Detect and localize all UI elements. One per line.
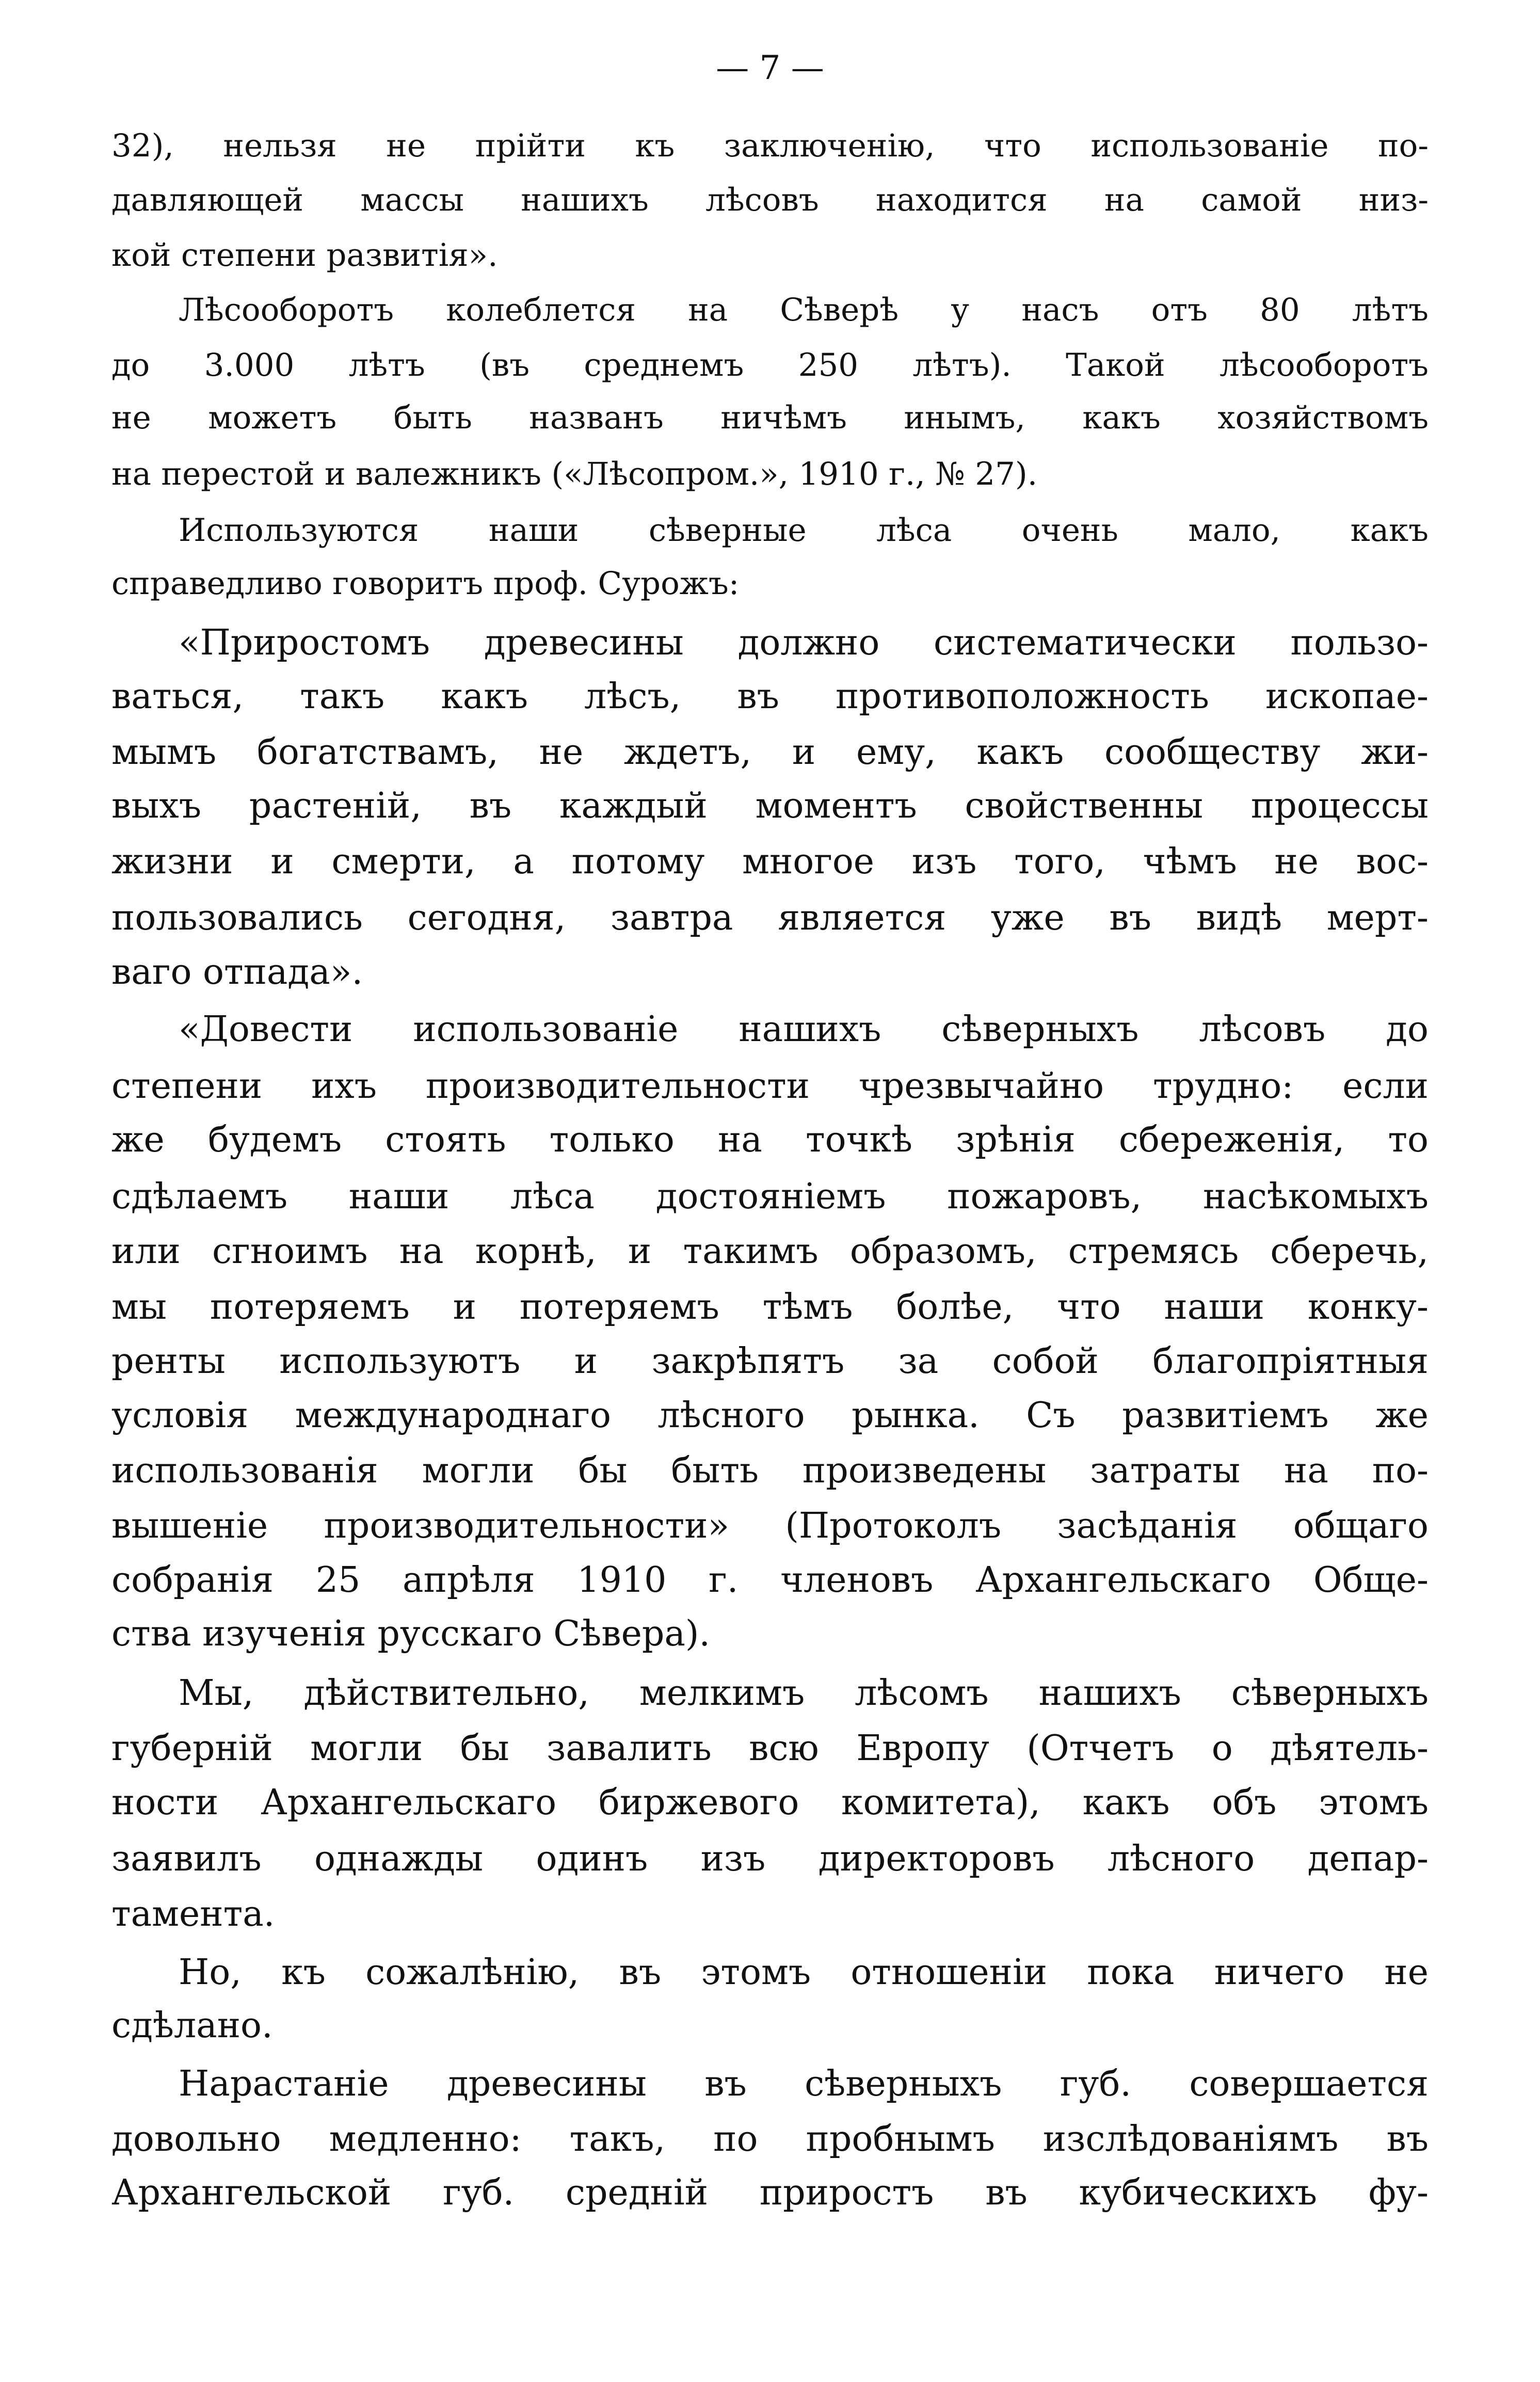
text-line: мымъ богатствамъ, не ждетъ, и ему, какъ сообществу жи- bbox=[111, 732, 1429, 773]
text-line: 32), нельзя не прійти къ заключенію, что использованіе по- bbox=[111, 127, 1429, 164]
text-line: вышеніе производительности» (Протоколъ засѣданія общаго bbox=[111, 1506, 1429, 1546]
text-line: справедливо говоритъ проф. Сурожъ: bbox=[111, 565, 740, 602]
text-line: кой степени развитія». bbox=[111, 237, 498, 274]
text-line: ваться, такъ какъ лѣсъ, въ противоположность ископае- bbox=[111, 676, 1429, 717]
text-line: сдѣлаемъ наши лѣса достояніемъ пожаровъ, насѣкомыхъ bbox=[111, 1176, 1429, 1217]
text-line: тамента. bbox=[111, 1894, 275, 1935]
text-line: губерній могли бы завалить всю Европу (Отчетъ о дѣятель- bbox=[111, 1728, 1429, 1769]
text-line: «Довести использованіе нашихъ сѣверныхъ лѣсовъ до bbox=[179, 1009, 1429, 1050]
text-line: же будемъ стоять только на точкѣ зрѣнія сбереженія, то bbox=[111, 1120, 1429, 1160]
text-line: не можетъ быть названъ ничѣмъ инымъ, какъ хозяйствомъ bbox=[111, 399, 1429, 436]
text-line: до 3.000 лѣтъ (въ среднемъ 250 лѣтъ). Такой лѣсооборотъ bbox=[111, 347, 1429, 383]
text-line: Мы, дѣйствительно, мелкимъ лѣсомъ нашихъ сѣверныхъ bbox=[179, 1673, 1429, 1714]
text-line: «Приростомъ древесины должно систематически пользо- bbox=[179, 622, 1429, 663]
text-line: Архангельской губ. средній приростъ въ кубическихъ фу- bbox=[111, 2172, 1429, 2213]
text-line: мы потеряемъ и потеряемъ тѣмъ болѣе, что наши конку- bbox=[111, 1287, 1429, 1328]
text-line: ренты используютъ и закрѣпятъ за собой благопріятныя bbox=[111, 1341, 1429, 1382]
text-line: ства изученія русскаго Сѣвера). bbox=[111, 1613, 711, 1654]
text-line: Нарастаніе древесины въ сѣверныхъ губ. совершается bbox=[179, 2064, 1429, 2104]
text-line: жизни и смерти, а потому многое изъ того, чѣмъ не вос- bbox=[111, 841, 1429, 882]
text-line: условія международнаго лѣсного рынка. Съ развитіемъ же bbox=[111, 1395, 1429, 1436]
text-line: на перестой и валежникъ («Лѣсопром.», 1910 г., № 27). bbox=[111, 456, 1038, 492]
page-number: — 7 — bbox=[716, 49, 824, 87]
text-line: собранія 25 апрѣля 1910 г. членовъ Архангельскаго Обще- bbox=[111, 1560, 1429, 1601]
text-line: сдѣлано. bbox=[111, 2005, 273, 2046]
text-line: ваго отпада». bbox=[111, 952, 363, 993]
text-line: Лѣсооборотъ колеблется на Сѣверѣ у насъ отъ 80 лѣтъ bbox=[179, 292, 1429, 328]
text-line: заявилъ однажды одинъ изъ директоровъ лѣсного депар- bbox=[111, 1839, 1429, 1879]
text-line: степени ихъ производительности чрезвычайно трудно: если bbox=[111, 1066, 1429, 1107]
text-line: довольно медленно: такъ, по пробнымъ изслѣдованіямъ въ bbox=[111, 2119, 1429, 2160]
text-line: ности Архангельскаго биржевого комитета), какъ объ этомъ bbox=[111, 1782, 1429, 1823]
text-line: выхъ растеній, въ каждый моментъ свойственны процессы bbox=[111, 786, 1429, 826]
text-line: Используются наши сѣверные лѣса очень мало, какъ bbox=[179, 512, 1429, 549]
text-line: Но, къ сожалѣнію, въ этомъ отношеніи пока ничего не bbox=[179, 1952, 1429, 1993]
text-line: или сгноимъ на корнѣ, и такимъ образомъ, стремясь сберечь, bbox=[111, 1231, 1429, 1272]
text-line: давляющей массы нашихъ лѣсовъ находится на самой низ- bbox=[111, 182, 1429, 218]
text-line: пользовались сегодня, завтра является уже въ видѣ мерт- bbox=[111, 898, 1429, 938]
text-line: использованія могли бы быть произведены затраты на по- bbox=[111, 1450, 1429, 1491]
